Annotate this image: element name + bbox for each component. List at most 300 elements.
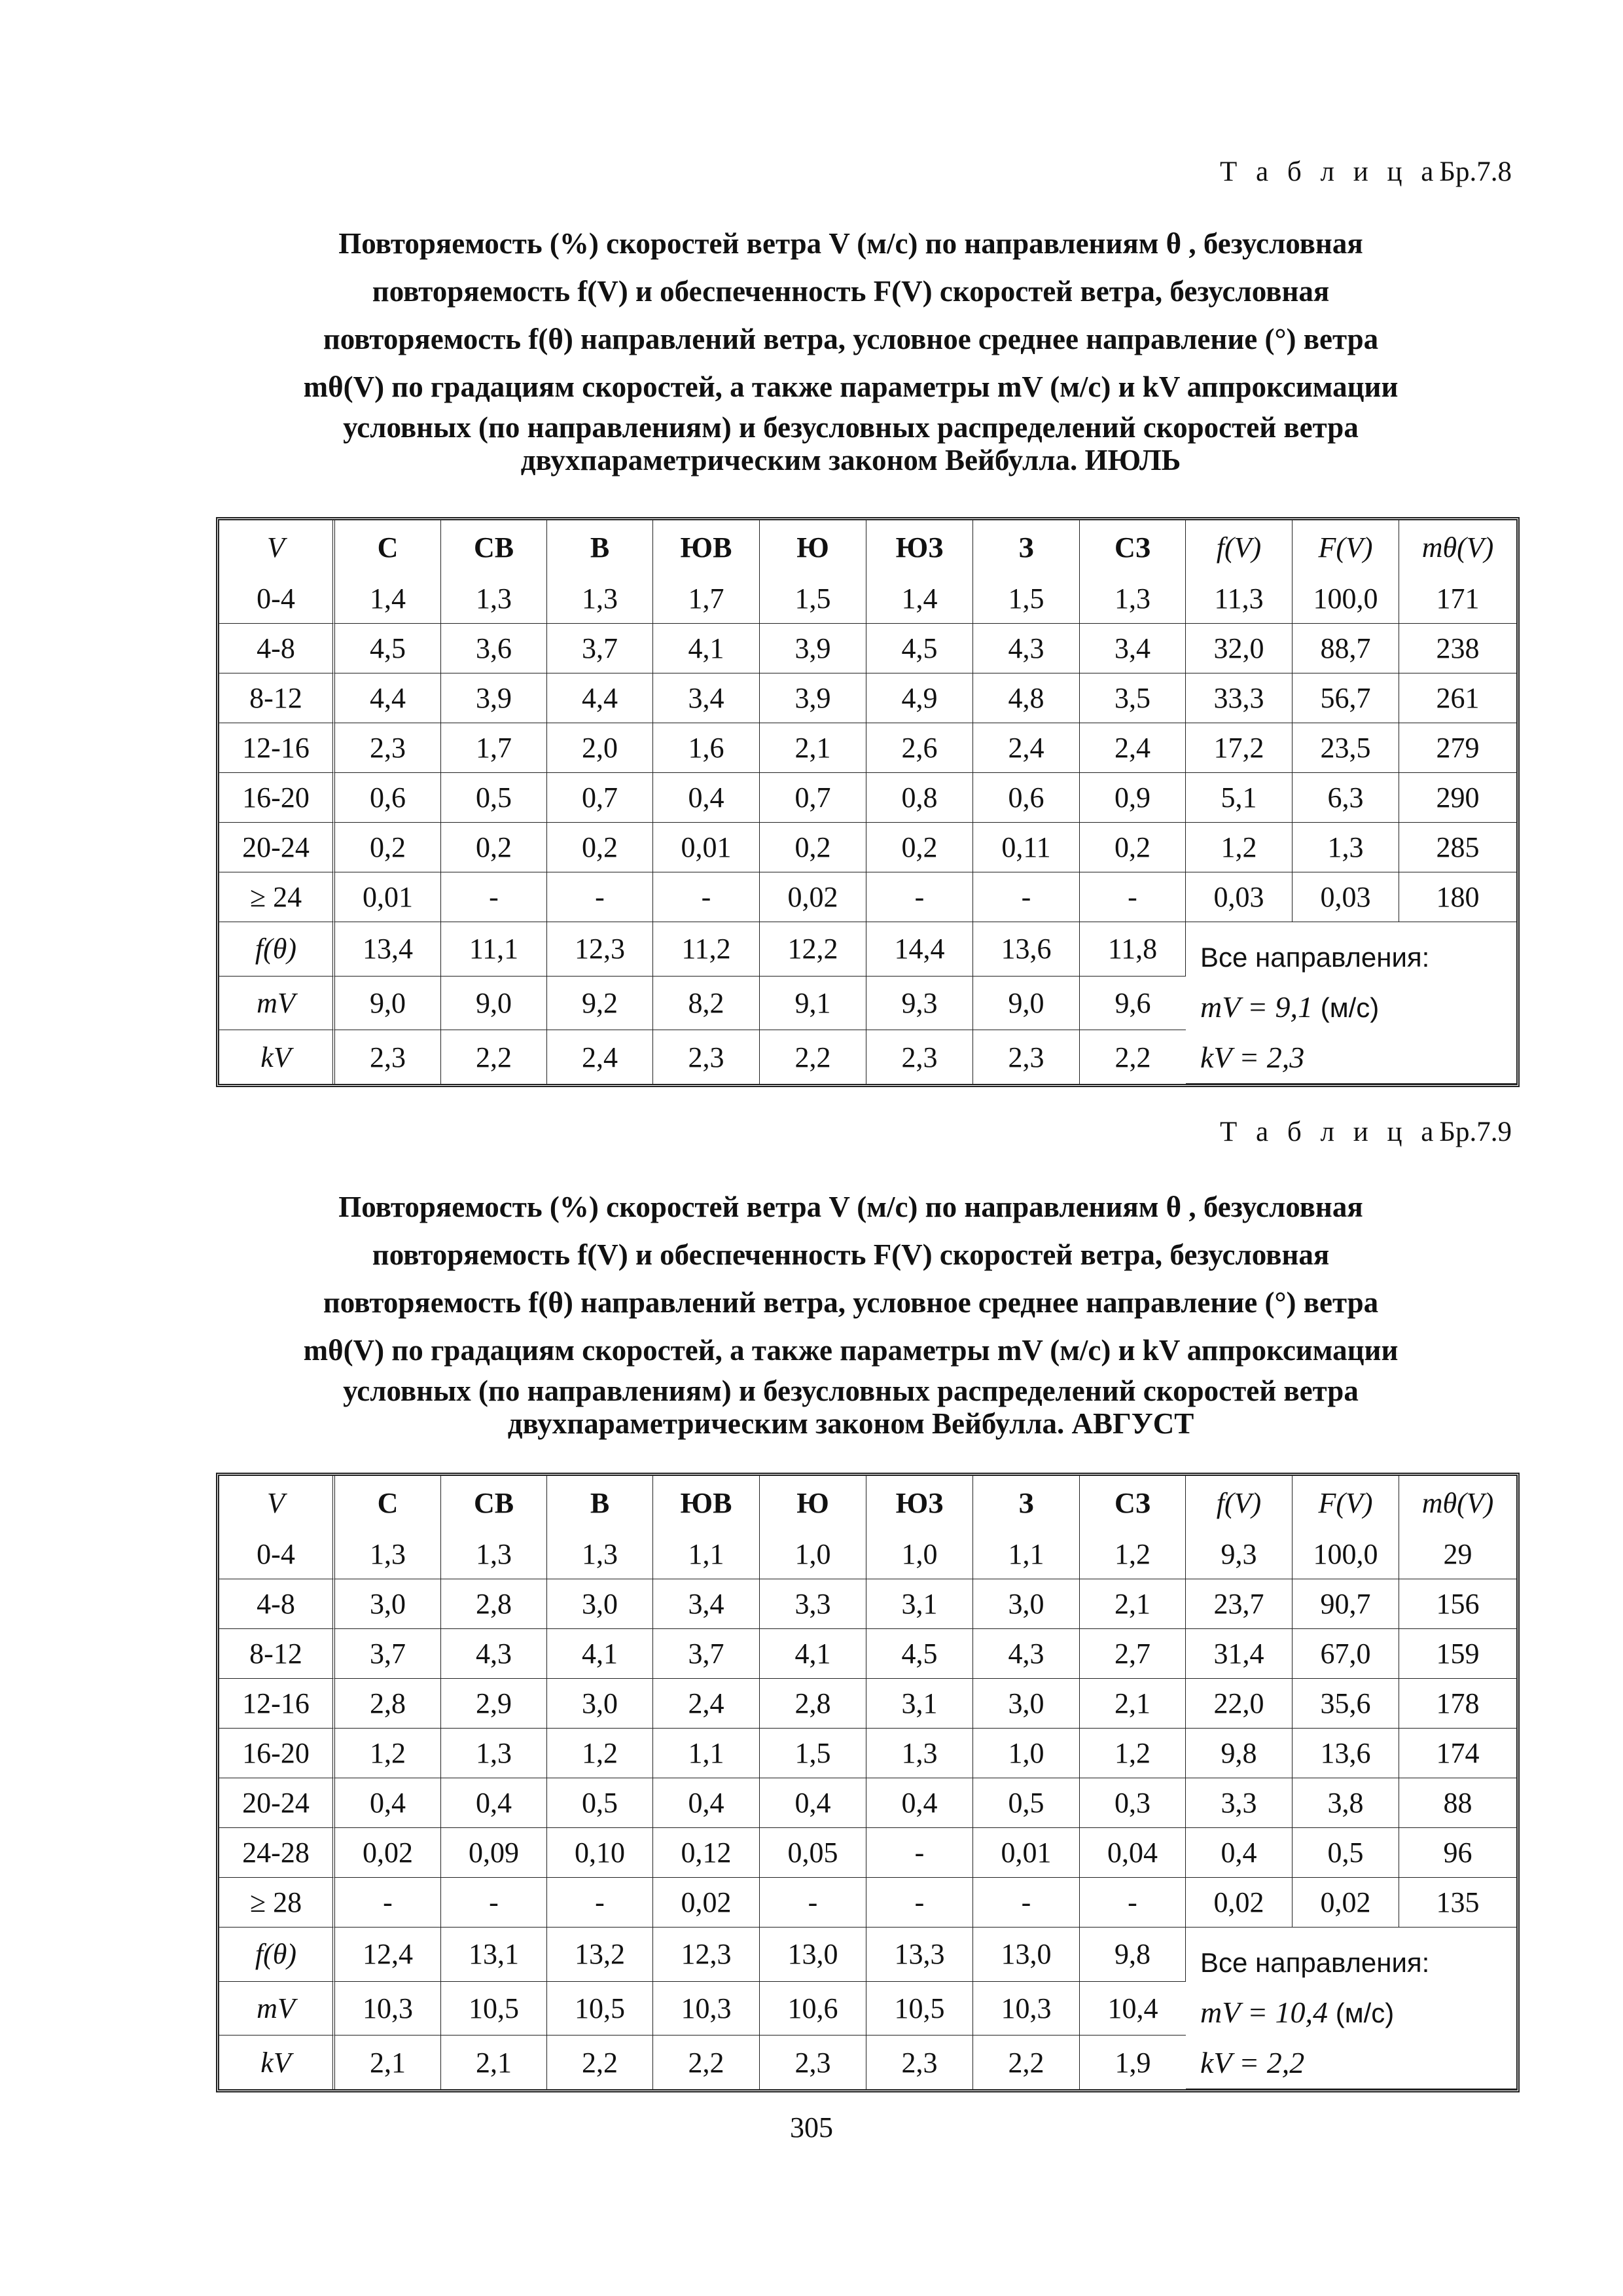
table-cell: 0,4	[1186, 1828, 1293, 1878]
caption-line: повторяемость f(θ) направлений ветра, условное среднее направление (°) ветра	[323, 323, 1379, 355]
summary-cell	[1186, 1928, 1516, 2089]
table-cell: 3,0	[973, 1579, 1080, 1629]
table-cell: 178	[1399, 1679, 1516, 1729]
table-cell: 13,6	[973, 922, 1080, 977]
table-cell: 2,3	[760, 2036, 866, 2089]
column-header: С	[335, 520, 441, 574]
table-cell: 0,05	[760, 1828, 866, 1878]
table-cell: 10,5	[547, 1982, 653, 2036]
table-cell: 0,01	[973, 1828, 1080, 1878]
table-row	[219, 1778, 1516, 1828]
table-cell: 9,3	[866, 977, 973, 1031]
table-cell: 12,3	[653, 1928, 760, 1982]
table-cell: 2,2	[760, 1030, 866, 1084]
table-caption	[216, 220, 1486, 476]
column-header: V	[219, 1476, 335, 1530]
table-cell: 0,02	[653, 1878, 760, 1928]
summary-mv	[1200, 1988, 1516, 2038]
row-label: 16-20	[219, 1729, 335, 1778]
table-cell: -	[866, 872, 973, 922]
table-cell: 2,4	[973, 723, 1080, 773]
table-cell: 3,4	[653, 1579, 760, 1629]
table-cell: 0,01	[335, 872, 441, 922]
table-row	[219, 1729, 1516, 1778]
table-cell: 56,7	[1293, 673, 1399, 723]
table-cell: 0,8	[866, 773, 973, 823]
table-cell: 2,4	[547, 1030, 653, 1084]
row-label: 4-8	[219, 1579, 335, 1629]
caption-line: двухпараметрическим законом Вейбулла. ИЮЛЬ	[520, 444, 1181, 476]
table-cell: 2,3	[866, 1030, 973, 1084]
table-cell: 9,8	[1186, 1729, 1293, 1778]
summary-mv-value: mV = 9,1	[1200, 990, 1313, 1024]
table-cell: 13,3	[866, 1928, 973, 1982]
header-row	[219, 520, 1516, 574]
table-cell: -	[760, 1878, 866, 1928]
table-cell: 3,3	[760, 1579, 866, 1629]
row-label: 0-4	[219, 574, 335, 624]
table-cell: 0,2	[335, 823, 441, 872]
table-label-word: Т а б л и ц а	[1220, 1117, 1440, 1147]
caption-line: повторяемость f(θ) направлений ветра, условное среднее направление (°) ветра	[323, 1286, 1379, 1319]
summary-title: Все направления:	[1200, 942, 1430, 973]
column-header: З	[973, 1476, 1080, 1530]
table-cell: 0,12	[653, 1828, 760, 1878]
table-cell: 4,8	[973, 673, 1080, 723]
table-cell: 3,9	[760, 624, 866, 673]
table-cell: 14,4	[866, 922, 973, 977]
table-label-number: Бр.7.9	[1439, 1117, 1512, 1147]
table-cell: 2,8	[335, 1679, 441, 1729]
table-cell: 4,3	[973, 1629, 1080, 1679]
row-label: kV	[219, 2036, 335, 2089]
table-cell: 285	[1399, 823, 1516, 872]
column-header: СЗ	[1080, 1476, 1186, 1530]
table-cell: 33,3	[1186, 673, 1293, 723]
table-cell: 10,5	[441, 1982, 547, 2036]
table-row	[219, 823, 1516, 872]
caption-line: mθ(V) по градациям скоростей, а также параметры mV (м/с) и kV аппроксимации	[303, 1334, 1399, 1367]
data-table	[216, 517, 1520, 1087]
table-cell: 22,0	[1186, 1679, 1293, 1729]
table-cell: 1,2	[1186, 823, 1293, 872]
table-cell: -	[1080, 1878, 1186, 1928]
table-cell: 10,5	[866, 1982, 973, 2036]
table-cell: 4,1	[760, 1629, 866, 1679]
caption-line: двухпараметрическим законом Вейбулла. АВГУСТ	[507, 1407, 1194, 1440]
row-label: ≥ 24	[219, 872, 335, 922]
table-cell: 174	[1399, 1729, 1516, 1778]
table-cell: 23,7	[1186, 1579, 1293, 1629]
table-cell: 2,9	[441, 1679, 547, 1729]
row-label: 24-28	[219, 1828, 335, 1878]
table-cell: 4,9	[866, 673, 973, 723]
table-cell: -	[973, 1878, 1080, 1928]
table-row	[219, 673, 1516, 723]
column-header: СВ	[441, 1476, 547, 1530]
table-cell: 2,2	[441, 1030, 547, 1084]
table-cell: 135	[1399, 1878, 1516, 1928]
table-row	[219, 872, 1516, 922]
table-cell: 261	[1399, 673, 1516, 723]
table-cell: 2,2	[1115, 1041, 1151, 1073]
summary-mv	[1200, 982, 1516, 1033]
table-cell: 1,1	[653, 1729, 760, 1778]
table-cell: 1,3	[441, 574, 547, 624]
column-header: F(V)	[1293, 520, 1399, 574]
table-cell: 4,5	[866, 1629, 973, 1679]
table-cell: 0,01	[653, 823, 760, 872]
table-cell: 4,5	[866, 624, 973, 673]
table-cell: 0,5	[547, 1778, 653, 1828]
row-label: 0-4	[219, 1530, 335, 1579]
table-cell: 1,3	[547, 574, 653, 624]
table-cell: 0,02	[1293, 1878, 1399, 1928]
table-cell: 9,0	[441, 977, 547, 1031]
table-cell: 159	[1399, 1629, 1516, 1679]
table-cell: 1,0	[760, 1530, 866, 1579]
row-label: 8-12	[219, 673, 335, 723]
summary-kv	[1200, 2038, 1516, 2089]
table-cell: 156	[1399, 1579, 1516, 1629]
table-cell: 0,4	[866, 1778, 973, 1828]
column-header: В	[547, 520, 653, 574]
column-header: mθ(V)	[1421, 531, 1494, 564]
column-header: Ю	[760, 520, 866, 574]
table-cell: 2,7	[1080, 1629, 1186, 1679]
table-cell: 1,3	[441, 1729, 547, 1778]
table-cell: 290	[1399, 773, 1516, 823]
table-cell: 13,2	[547, 1928, 653, 1982]
summary-title: Все направления:	[1200, 1947, 1430, 1978]
table-row	[219, 1629, 1516, 1679]
table-cell: 1,4	[335, 574, 441, 624]
row-label: 20-24	[219, 823, 335, 872]
table-cell: 12,3	[547, 922, 653, 977]
page-number: 305	[790, 2111, 833, 2144]
table-cell: 4,3	[973, 624, 1080, 673]
table-cell: 0,2	[441, 823, 547, 872]
table-cell: 3,8	[1293, 1778, 1399, 1828]
table-cell: 11,3	[1186, 574, 1293, 624]
table-cell: 10,3	[973, 1982, 1080, 2036]
table-cell: 100,0	[1293, 1530, 1399, 1579]
table-cell: 1,1	[973, 1530, 1080, 1579]
column-header: ЮЗ	[866, 520, 973, 574]
table-label-number: Бр.7.8	[1439, 156, 1512, 187]
table-cell: 1,5	[760, 574, 866, 624]
table-cell: 17,2	[1186, 723, 1293, 773]
table-cell: 10,6	[760, 1982, 866, 2036]
table-cell: 1,5	[973, 574, 1080, 624]
table-cell: 9,6	[1080, 977, 1186, 1031]
table-cell: 11,2	[653, 922, 760, 977]
table-cell: 1,3	[1293, 823, 1399, 872]
table-cell: 9,3	[1186, 1530, 1293, 1579]
table-cell: 5,1	[1186, 773, 1293, 823]
table-cell: 3,3	[1186, 1778, 1293, 1828]
column-header: ЮЗ	[866, 1476, 973, 1530]
table-cell: 2,3	[653, 1030, 760, 1084]
table-cell: 2,2	[973, 2036, 1080, 2089]
table-cell: 0,4	[335, 1778, 441, 1828]
table-cell: 9,0	[973, 977, 1080, 1031]
table-cell: 1,0	[866, 1530, 973, 1579]
table-row	[219, 1878, 1516, 1928]
table-cell: 9,0	[335, 977, 441, 1031]
table-cell: -	[653, 872, 760, 922]
column-header: f(V)	[1186, 520, 1293, 574]
table-cell: 0,2	[1080, 823, 1186, 872]
row-label: ≥ 28	[219, 1878, 335, 1928]
table-cell: 0,7	[547, 773, 653, 823]
table-cell: 4,4	[547, 673, 653, 723]
table-cell: 32,0	[1186, 624, 1293, 673]
table-cell: 29	[1399, 1530, 1516, 1579]
table-cell: 2,3	[866, 2036, 973, 2089]
table-cell: 2,1	[760, 723, 866, 773]
table-cell: 0,4	[653, 773, 760, 823]
table-cell: 11,1	[441, 922, 547, 977]
column-header: F(V)	[1293, 1476, 1399, 1530]
table-cell: 3,4	[653, 673, 760, 723]
table-row	[219, 1828, 1516, 1878]
table-cell: 4,1	[547, 1629, 653, 1679]
table-cell: 1,7	[441, 723, 547, 773]
table-cell: 2,2	[547, 2036, 653, 2089]
table-cell: 3,9	[760, 673, 866, 723]
table-cell: 4,3	[441, 1629, 547, 1679]
table-row	[219, 1579, 1516, 1629]
table-cell: 13,4	[335, 922, 441, 977]
table-cell: 3,4	[1080, 624, 1186, 673]
table-cell: 0,6	[335, 773, 441, 823]
row-label: f(θ)	[219, 922, 335, 977]
table-cell: 67,0	[1293, 1629, 1399, 1679]
table-cell: 12,2	[760, 922, 866, 977]
table-cell: -	[441, 872, 547, 922]
row-label: f(θ)	[219, 1928, 335, 1982]
table-row	[219, 574, 1516, 624]
table-cell: 1,3	[335, 1530, 441, 1579]
table-cell: 1,2	[1080, 1530, 1186, 1579]
table-cell: 0,5	[1293, 1828, 1399, 1878]
column-header: СВ	[441, 520, 547, 574]
table-cell: 3,0	[547, 1579, 653, 1629]
table-cell: -	[1080, 872, 1186, 922]
table-cell: 2,6	[866, 723, 973, 773]
table-cell: 3,1	[866, 1579, 973, 1629]
table-cell: 9,1	[760, 977, 866, 1031]
table-cell: 0,3	[1080, 1778, 1186, 1828]
summary-mv-value: mV = 10,4	[1200, 1996, 1329, 2029]
table-cell: 23,5	[1293, 723, 1399, 773]
table-cell: 1,3	[1080, 574, 1186, 624]
table-cell: 2,4	[653, 1679, 760, 1729]
table-cell: 3,0	[335, 1579, 441, 1629]
column-header: В	[547, 1476, 653, 1530]
table-cell: 0,2	[760, 823, 866, 872]
table-cell: -	[973, 872, 1080, 922]
table-cell: 2,1	[1080, 1679, 1186, 1729]
table-cell: 0,4	[760, 1778, 866, 1828]
summary-mv-unit: (м/с)	[1320, 992, 1380, 1023]
table-cell: 11,8	[1080, 922, 1186, 977]
table-cell: 1,2	[1080, 1729, 1186, 1778]
caption-line: Повторяемость (%) скоростей ветра V (м/с) по направлениям θ , безусловная	[338, 227, 1363, 260]
table-cell: -	[866, 1828, 973, 1878]
table-cell: 0,4	[653, 1778, 760, 1828]
table-cell: 10,3	[653, 1982, 760, 2036]
data-table	[216, 1473, 1520, 2092]
table-cell: 3,7	[335, 1629, 441, 1679]
table-cell: 0,10	[547, 1828, 653, 1878]
caption-line: повторяемость f(V) и обеспеченность F(V) скоростей ветра, безусловная	[372, 1238, 1330, 1271]
header-row	[219, 1476, 1516, 1530]
table-cell: 1,7	[653, 574, 760, 624]
table-cell: -	[441, 1878, 547, 1928]
row-label: 4-8	[219, 624, 335, 673]
column-header: СЗ	[1080, 520, 1186, 574]
table-cell: 8,2	[653, 977, 760, 1031]
table-label	[1054, 156, 1512, 188]
table-cell: 0,6	[973, 773, 1080, 823]
table-cell: 0,09	[441, 1828, 547, 1878]
table-cell: 2,1	[1080, 1579, 1186, 1629]
stat-row	[219, 1928, 1516, 1982]
table-cell: 9,2	[547, 977, 653, 1031]
table-cell: 2,0	[547, 723, 653, 773]
table-row	[219, 624, 1516, 673]
row-label: mV	[219, 1982, 335, 2036]
table-cell: 3,6	[441, 624, 547, 673]
table-cell: 2,8	[760, 1679, 866, 1729]
table-cell: 0,9	[1080, 773, 1186, 823]
table-caption	[216, 1183, 1486, 1440]
table-cell: 88	[1399, 1778, 1516, 1828]
table-cell: 10,4	[1080, 1982, 1186, 2036]
table-cell: 2,3	[335, 723, 441, 773]
table-cell: 13,6	[1293, 1729, 1399, 1778]
summary-kv-value: kV = 2,2	[1200, 2046, 1305, 2079]
table-cell: 6,3	[1293, 773, 1399, 823]
table-cell: 2,8	[441, 1579, 547, 1629]
summary-kv-value: kV = 2,3	[1200, 1041, 1305, 1074]
table-cell: 3,1	[866, 1679, 973, 1729]
row-label: 12-16	[219, 1679, 335, 1729]
table-cell: -	[547, 872, 653, 922]
table-row	[219, 723, 1516, 773]
table-row	[219, 1530, 1516, 1579]
table-cell: 1,2	[335, 1729, 441, 1778]
table-cell: 0,03	[1186, 872, 1293, 922]
table-cell: 13,0	[760, 1928, 866, 1982]
table-cell: 171	[1399, 574, 1516, 624]
table-cell: 1,3	[441, 1530, 547, 1579]
table-cell: 2,3	[335, 1030, 441, 1084]
column-header: V	[219, 520, 335, 574]
table-cell: 279	[1399, 723, 1516, 773]
table-cell: 9,8	[1080, 1928, 1186, 1982]
table-cell: 90,7	[1293, 1579, 1399, 1629]
table-cell: 0,04	[1080, 1828, 1186, 1878]
table-cell: 13,0	[973, 1928, 1080, 1982]
table-cell: 96	[1399, 1828, 1516, 1878]
table-row	[219, 773, 1516, 823]
table-cell: 238	[1399, 624, 1516, 673]
summary-cell	[1186, 922, 1516, 1084]
caption-line: повторяемость f(V) и обеспеченность F(V) скоростей ветра, безусловная	[372, 275, 1330, 308]
column-header: ЮВ	[653, 1476, 760, 1530]
table-cell: 31,4	[1186, 1629, 1293, 1679]
table-cell: 0,5	[441, 773, 547, 823]
table-cell: 2,1	[441, 2036, 547, 2089]
table-cell: 0,02	[760, 872, 866, 922]
row-label: 20-24	[219, 1778, 335, 1828]
table-cell: 0,11	[973, 823, 1080, 872]
table-cell: 0,02	[335, 1828, 441, 1878]
column-header: ЮВ	[653, 520, 760, 574]
table-cell: 12,4	[335, 1928, 441, 1982]
column-header: З	[973, 520, 1080, 574]
row-label: mV	[219, 977, 335, 1031]
table-cell: 3,7	[653, 1629, 760, 1679]
table-label	[1054, 1116, 1512, 1148]
table-cell: 0,2	[547, 823, 653, 872]
table-cell: 0,4	[441, 1778, 547, 1828]
table-cell: 88,7	[1293, 624, 1399, 673]
table-cell: 3,0	[973, 1679, 1080, 1729]
table-cell: 2,4	[1080, 723, 1186, 773]
table-cell: 3,5	[1080, 673, 1186, 723]
row-label: 8-12	[219, 1629, 335, 1679]
summary-kv	[1200, 1033, 1516, 1083]
caption-line: условных (по направлениям) и безусловных распределений скоростей ветра	[343, 411, 1359, 444]
table-cell: 1,4	[866, 574, 973, 624]
table-cell: 3,7	[547, 624, 653, 673]
table-cell: 1,0	[973, 1729, 1080, 1778]
table-cell: 1,9	[1115, 2046, 1151, 2079]
table-cell: 3,9	[441, 673, 547, 723]
table-cell: 1,3	[866, 1729, 973, 1778]
table-cell: 1,3	[547, 1530, 653, 1579]
row-label: 16-20	[219, 773, 335, 823]
column-header: С	[335, 1476, 441, 1530]
caption-line: Повторяемость (%) скоростей ветра V (м/с) по направлениям θ , безусловная	[338, 1191, 1363, 1223]
table-cell: 180	[1399, 872, 1516, 922]
row-label: kV	[219, 1030, 335, 1084]
table-cell: 2,2	[653, 2036, 760, 2089]
caption-line: mθ(V) по градациям скоростей, а также параметры mV (м/с) и kV аппроксимации	[303, 370, 1399, 403]
table-cell: 0,03	[1293, 872, 1399, 922]
table-cell: 4,1	[653, 624, 760, 673]
table-cell: 1,1	[653, 1530, 760, 1579]
table-cell: 0,5	[973, 1778, 1080, 1828]
table-cell: 4,4	[335, 673, 441, 723]
table-cell: 0,2	[866, 823, 973, 872]
table-cell: -	[866, 1878, 973, 1928]
table-row	[219, 1679, 1516, 1729]
table-cell: 10,3	[335, 1982, 441, 2036]
table-cell: 2,1	[335, 2036, 441, 2089]
stat-row	[219, 922, 1516, 977]
table-cell: 1,5	[760, 1729, 866, 1778]
table-cell: 4,5	[335, 624, 441, 673]
table-cell: 0,7	[760, 773, 866, 823]
table-cell: 2,3	[973, 1030, 1080, 1084]
table-cell: 1,6	[653, 723, 760, 773]
table-cell: 0,02	[1186, 1878, 1293, 1928]
